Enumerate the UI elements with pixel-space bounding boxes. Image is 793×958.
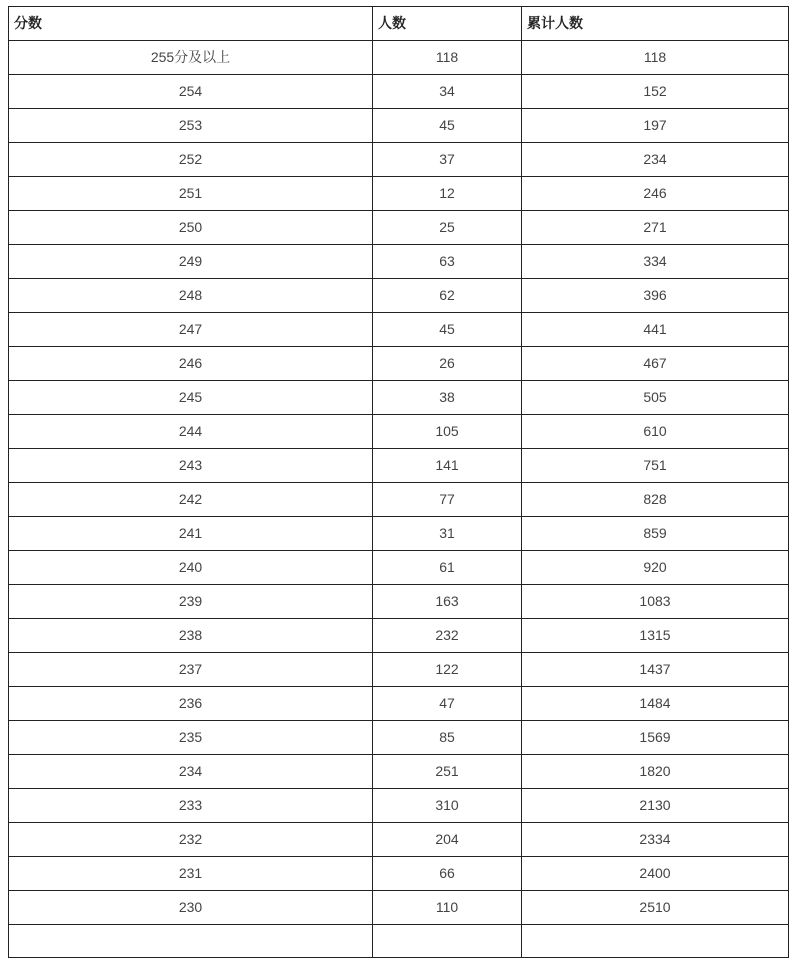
cell-count: 37	[373, 143, 522, 177]
table-row	[9, 823, 789, 857]
score-distribution-table	[8, 6, 789, 958]
table-row	[9, 279, 789, 313]
cell-cumulative: 2510	[522, 891, 789, 925]
table-row	[9, 517, 789, 551]
cell-count: 105	[373, 415, 522, 449]
cell-cumulative: 467	[522, 347, 789, 381]
table-row	[9, 619, 789, 653]
table-row	[9, 109, 789, 143]
cell-count: 66	[373, 857, 522, 891]
cell-count: 163	[373, 585, 522, 619]
header-count: 人数	[373, 7, 522, 41]
cell-cumulative: 1820	[522, 755, 789, 789]
cell-score: 242	[9, 483, 373, 517]
cell-cumulative: 1083	[522, 585, 789, 619]
cell-score: 247	[9, 313, 373, 347]
cell-count: 251	[373, 755, 522, 789]
cell-cumulative: 2130	[522, 789, 789, 823]
cell-score: 254	[9, 75, 373, 109]
table-row	[9, 721, 789, 755]
table-row	[9, 177, 789, 211]
cell-score: 238	[9, 619, 373, 653]
cell-score: 250	[9, 211, 373, 245]
cell-count: 77	[373, 483, 522, 517]
score-distribution-sheet	[8, 6, 788, 958]
table-body	[9, 41, 789, 958]
cell-cumulative: 271	[522, 211, 789, 245]
cell-cumulative: 118	[522, 41, 789, 75]
table-row	[9, 891, 789, 925]
cell-cumulative: 441	[522, 313, 789, 347]
table-row	[9, 313, 789, 347]
cell-cumulative: 2334	[522, 823, 789, 857]
table-row	[9, 211, 789, 245]
cell-score: 231	[9, 857, 373, 891]
cell-cumulative: 505	[522, 381, 789, 415]
cell-score: 253	[9, 109, 373, 143]
cell-score: 255分及以上	[9, 41, 373, 75]
table-row	[9, 245, 789, 279]
table-row	[9, 41, 789, 75]
table-row	[9, 653, 789, 687]
cell-cumulative: 1569	[522, 721, 789, 755]
cell-score: 235	[9, 721, 373, 755]
cell-score: 246	[9, 347, 373, 381]
cell-score: 232	[9, 823, 373, 857]
cell-cumulative: 1437	[522, 653, 789, 687]
cell-cumulative: 751	[522, 449, 789, 483]
header-cumulative: 累计人数	[522, 7, 789, 41]
cell-count: 232	[373, 619, 522, 653]
table-row	[9, 75, 789, 109]
cell-cumulative: 610	[522, 415, 789, 449]
cell-count: 110	[373, 891, 522, 925]
cell-count: 38	[373, 381, 522, 415]
table-row	[9, 381, 789, 415]
cell-cumulative: 828	[522, 483, 789, 517]
cell-score: 245	[9, 381, 373, 415]
cell-cumulative: 859	[522, 517, 789, 551]
cell-count: 62	[373, 279, 522, 313]
cell-score: 251	[9, 177, 373, 211]
table-row	[9, 925, 789, 958]
cell-count: 25	[373, 211, 522, 245]
cell-cumulative: 396	[522, 279, 789, 313]
cell-count	[373, 925, 522, 958]
cell-cumulative: 2400	[522, 857, 789, 891]
table-row	[9, 585, 789, 619]
cell-count: 122	[373, 653, 522, 687]
cell-score	[9, 925, 373, 958]
cell-count: 141	[373, 449, 522, 483]
cell-cumulative: 334	[522, 245, 789, 279]
cell-cumulative: 197	[522, 109, 789, 143]
cell-cumulative: 234	[522, 143, 789, 177]
cell-count: 47	[373, 687, 522, 721]
cell-count: 310	[373, 789, 522, 823]
cell-cumulative	[522, 925, 789, 958]
cell-score: 244	[9, 415, 373, 449]
table-row	[9, 789, 789, 823]
cell-score: 236	[9, 687, 373, 721]
cell-count: 63	[373, 245, 522, 279]
cell-count: 12	[373, 177, 522, 211]
table-row	[9, 347, 789, 381]
cell-cumulative: 1315	[522, 619, 789, 653]
cell-count: 45	[373, 313, 522, 347]
cell-score: 243	[9, 449, 373, 483]
cell-cumulative: 1484	[522, 687, 789, 721]
table-row	[9, 857, 789, 891]
table-header-row	[9, 7, 789, 41]
cell-score: 239	[9, 585, 373, 619]
table-row	[9, 143, 789, 177]
cell-score: 240	[9, 551, 373, 585]
cell-score: 248	[9, 279, 373, 313]
cell-score: 249	[9, 245, 373, 279]
table-row	[9, 687, 789, 721]
table-row	[9, 449, 789, 483]
cell-score: 230	[9, 891, 373, 925]
cell-cumulative: 152	[522, 75, 789, 109]
cell-count: 34	[373, 75, 522, 109]
cell-score: 234	[9, 755, 373, 789]
cell-score: 233	[9, 789, 373, 823]
table-row	[9, 551, 789, 585]
table-row	[9, 415, 789, 449]
cell-cumulative: 246	[522, 177, 789, 211]
cell-score: 237	[9, 653, 373, 687]
cell-score: 252	[9, 143, 373, 177]
cell-count: 31	[373, 517, 522, 551]
cell-count: 26	[373, 347, 522, 381]
table-row	[9, 483, 789, 517]
cell-count: 45	[373, 109, 522, 143]
table-row	[9, 755, 789, 789]
cell-count: 61	[373, 551, 522, 585]
cell-score: 241	[9, 517, 373, 551]
cell-cumulative: 920	[522, 551, 789, 585]
cell-count: 85	[373, 721, 522, 755]
cell-count: 118	[373, 41, 522, 75]
header-score: 分数	[9, 7, 373, 41]
cell-count: 204	[373, 823, 522, 857]
